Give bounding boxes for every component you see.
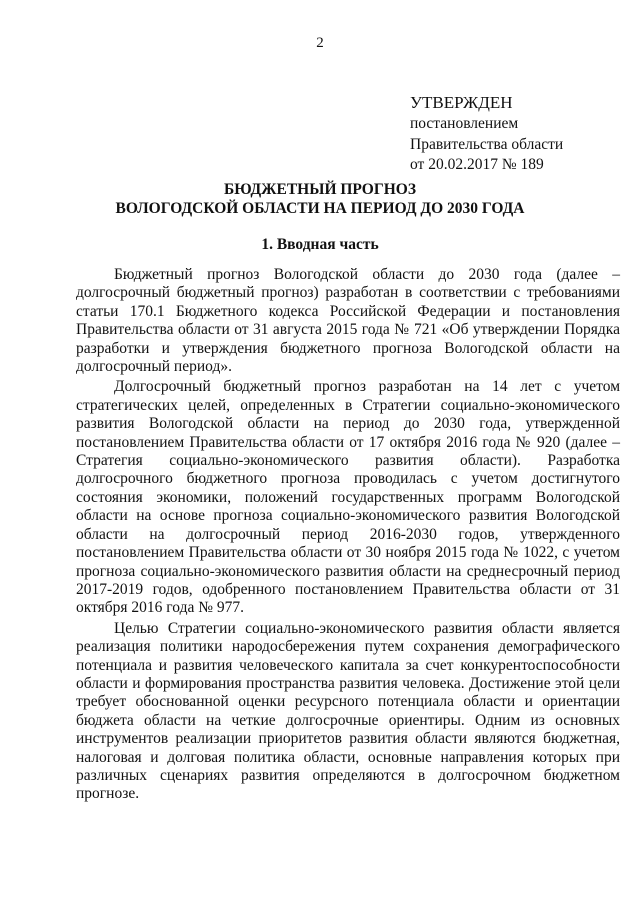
approval-line-date-number: от 20.02.2017 № 189 — [410, 156, 544, 173]
approval-line-resolution: постановлением — [410, 115, 519, 132]
document-title-line-2: ВОЛОГОДСКОЙ ОБЛАСТИ НА ПЕРИОД ДО 2030 ГОДА — [115, 200, 525, 217]
paragraph-3: Целью Стратегии социально-экономического развития области является реализация политики народосбережения путем сохранения демографического потенциала и развития человеческого капитала за счет конкурентоспособности области и формирования пространства развития человека. Достижение этой цели требует обоснованной оценки ресурсного потенциала области и ориентации бюджета области на четкие долгосрочные ориентиры. Одним из основных инструментов реализации приоритетов развития области являются бюджетная, налоговая и долговая политика области, основные направления которых при различных сценариях развития определяются в долгосрочном бюджетном прогнозе. — [76, 619, 620, 803]
document-title — [0, 180, 640, 218]
approval-line-government: Правительства области — [410, 135, 564, 153]
paragraph-2: Долгосрочный бюджетный прогноз разработан на 14 лет с учетом стратегических целей, определенных в Стратегии социально-экономического развития Вологодской области на период до 2030 года, утвержденной постановлением Правительства области от 17 октября 2016 года № 920 (далее – Стратегия социально-экономического развития области). Разработка долгосрочного бюджетного прогноза проводилась с учетом достигнутого состояния экономики, положений государственных программ Вологодской области на основе прогноза социально-экономического развития Вологодской области на долгосрочный период 2016-2030 годов, утвержденного постановлением Правительства области от 30 ноября 2015 года № 1022, с учетом прогноза социально-экономического развития области на среднесрочный период 2017-2019 годов, одобренного постановлением Правительства области от 31 октября 2016 года № 977. — [76, 378, 620, 617]
section-heading: 1. Вводная часть — [261, 236, 379, 253]
approval-stamp-block — [410, 92, 630, 176]
page-number: 2 — [316, 35, 324, 51]
document-title-line-1: БЮДЖЕТНЫЙ ПРОГНОЗ — [223, 181, 417, 198]
body-text — [76, 266, 620, 806]
paragraph-1: Бюджетный прогноз Вологодской области до 2030 года (далее – долгосрочный бюджетный прогноз) разработан в соответствии с требованиями статьи 170.1 Бюджетного кодекса Российской Федерации и постановления Правительства области от 31 августа 2015 года № 721 «Об утверждении Порядка разработки и утверждения бюджетного прогноза Вологодской области на долгосрочный период». — [76, 266, 620, 376]
approval-title: УТВЕРЖДЕН — [410, 93, 513, 112]
